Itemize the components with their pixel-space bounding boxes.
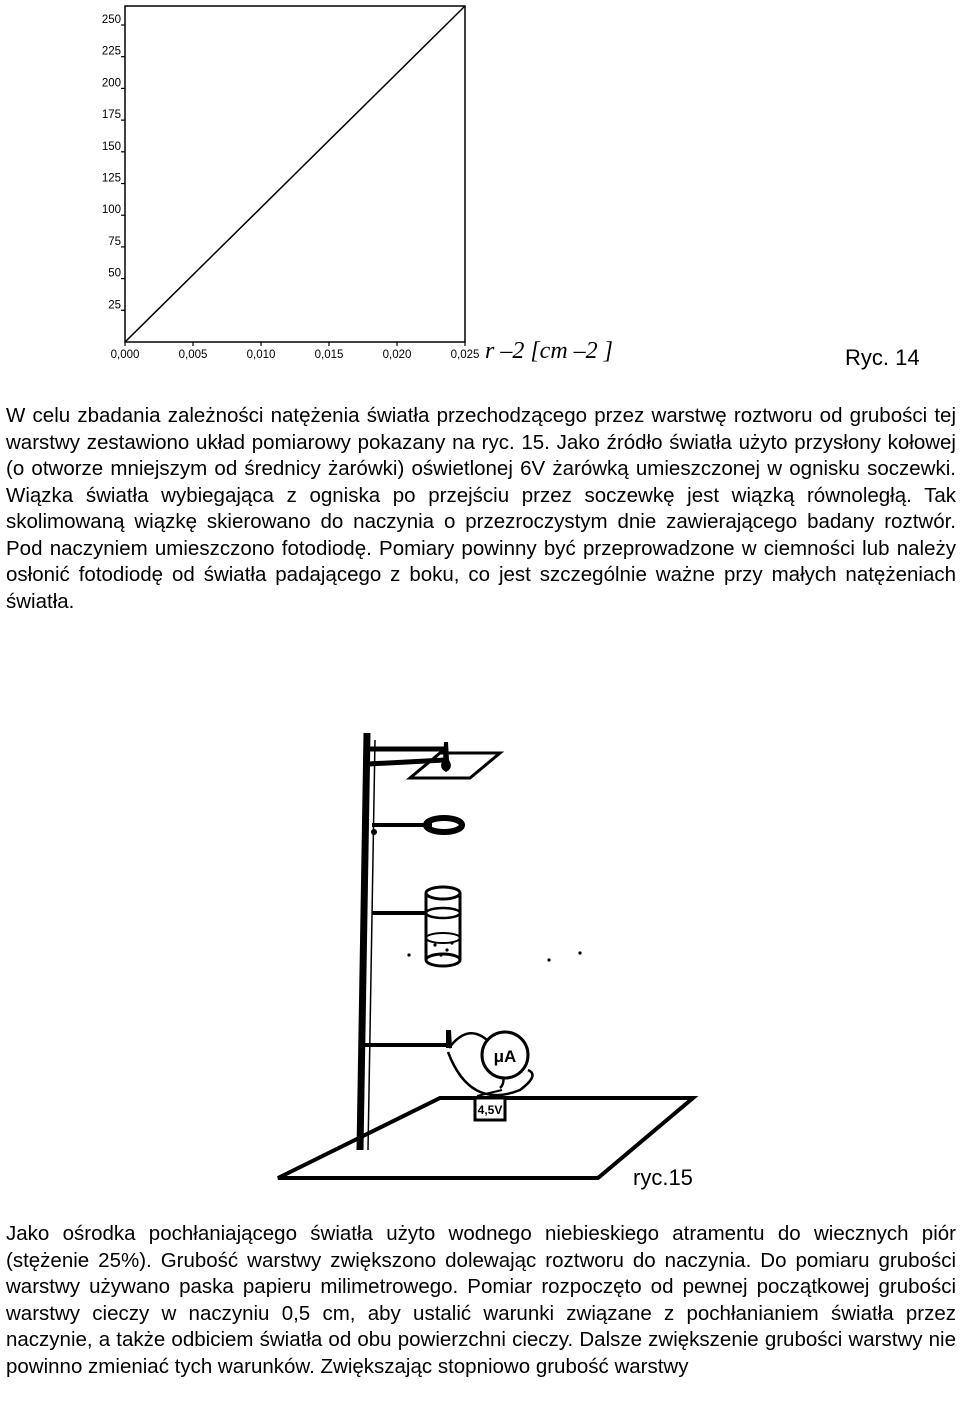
microammeter-label: μA: [493, 1047, 517, 1066]
y-tick-label: 75: [108, 235, 121, 248]
y-tick-label: 100: [101, 204, 121, 217]
battery-label: 4,5V: [477, 1103, 503, 1117]
x-tick-label: 0,000: [110, 349, 140, 361]
x-tick-label: 0,025: [450, 349, 480, 361]
stand-rod: [360, 733, 367, 1150]
paragraph-intro: W celu zbadania zależności natężenia światła przechodzącego przez warstwę roztworu od grubości tej warstwy zestawiono układ pomiarowy pokazany na ryc. 15. Jako źródło światła użyto przysłony kołowej (o otworze mniejszym od średnicy żarówki) oświetlonej 6V żarówką umieszczonej w ognisku soczewki. Wiązka światła wybiegająca z ogniska po przejściu przez soczewkę jest wiązką równoległą. Tak skolimowaną wiązkę skierowano do naczynia o przezroczystym dnie zawierającego badany roztwór. Pod naczyniem umieszczono fotodiodę. Pomiary powinny być przeprowadzone w ciemności lub należy osłonić fotodiodę od światła padającego z boku, co jest szczególnie ważne przy małych natężeniach światła.: [6, 404, 956, 613]
x-tick-label: 0,020: [382, 349, 412, 361]
figure-15-caption: ryc.15: [633, 1165, 693, 1190]
vessel: [372, 887, 460, 966]
x-tick-label: 0,010: [246, 349, 276, 361]
y-tick-label: 200: [101, 77, 121, 90]
x-axis-label-text: r –2 [cm –2 ]: [485, 338, 614, 364]
figure-14-caption: Ryc. 14: [845, 345, 920, 370]
x-tick-label: 0,015: [314, 349, 344, 361]
y-tick-label: 250: [101, 14, 121, 27]
y-tick-label: 225: [101, 45, 121, 58]
y-tick-label: 175: [101, 109, 121, 122]
y-tick-label: 150: [101, 140, 121, 153]
lamp-plate: [410, 753, 500, 778]
x-tick-label: 0,005: [178, 349, 208, 361]
y-tick-label: 25: [108, 299, 121, 312]
y-tick-label: 125: [101, 172, 121, 185]
paragraph-method: Jako ośrodka pochłaniającego światła użyto wodnego niebieskiego atramentu do wiecznych piór (stężenie 25%). Grubość warstwy zwiększono dolewając roztworu do naczynia. Do pomiaru grubości warstwy używano paska papieru milimetrowego. Pomiar rozpoczęto od pewnej początkowej grubości warstwy cieczy w naczyniu 0,5 cm, aby ustalić warunki związane z pochłanianiem światła przez naczynie, a także odbiciem światła od obu powierzchni cieczy. Dalsze zwiększenie grubości warstwy nie powinno zmieniać tych warunków. Zwiększając stopniowo grubość warstwy: [6, 1222, 956, 1378]
y-tick-label: 50: [108, 267, 121, 280]
